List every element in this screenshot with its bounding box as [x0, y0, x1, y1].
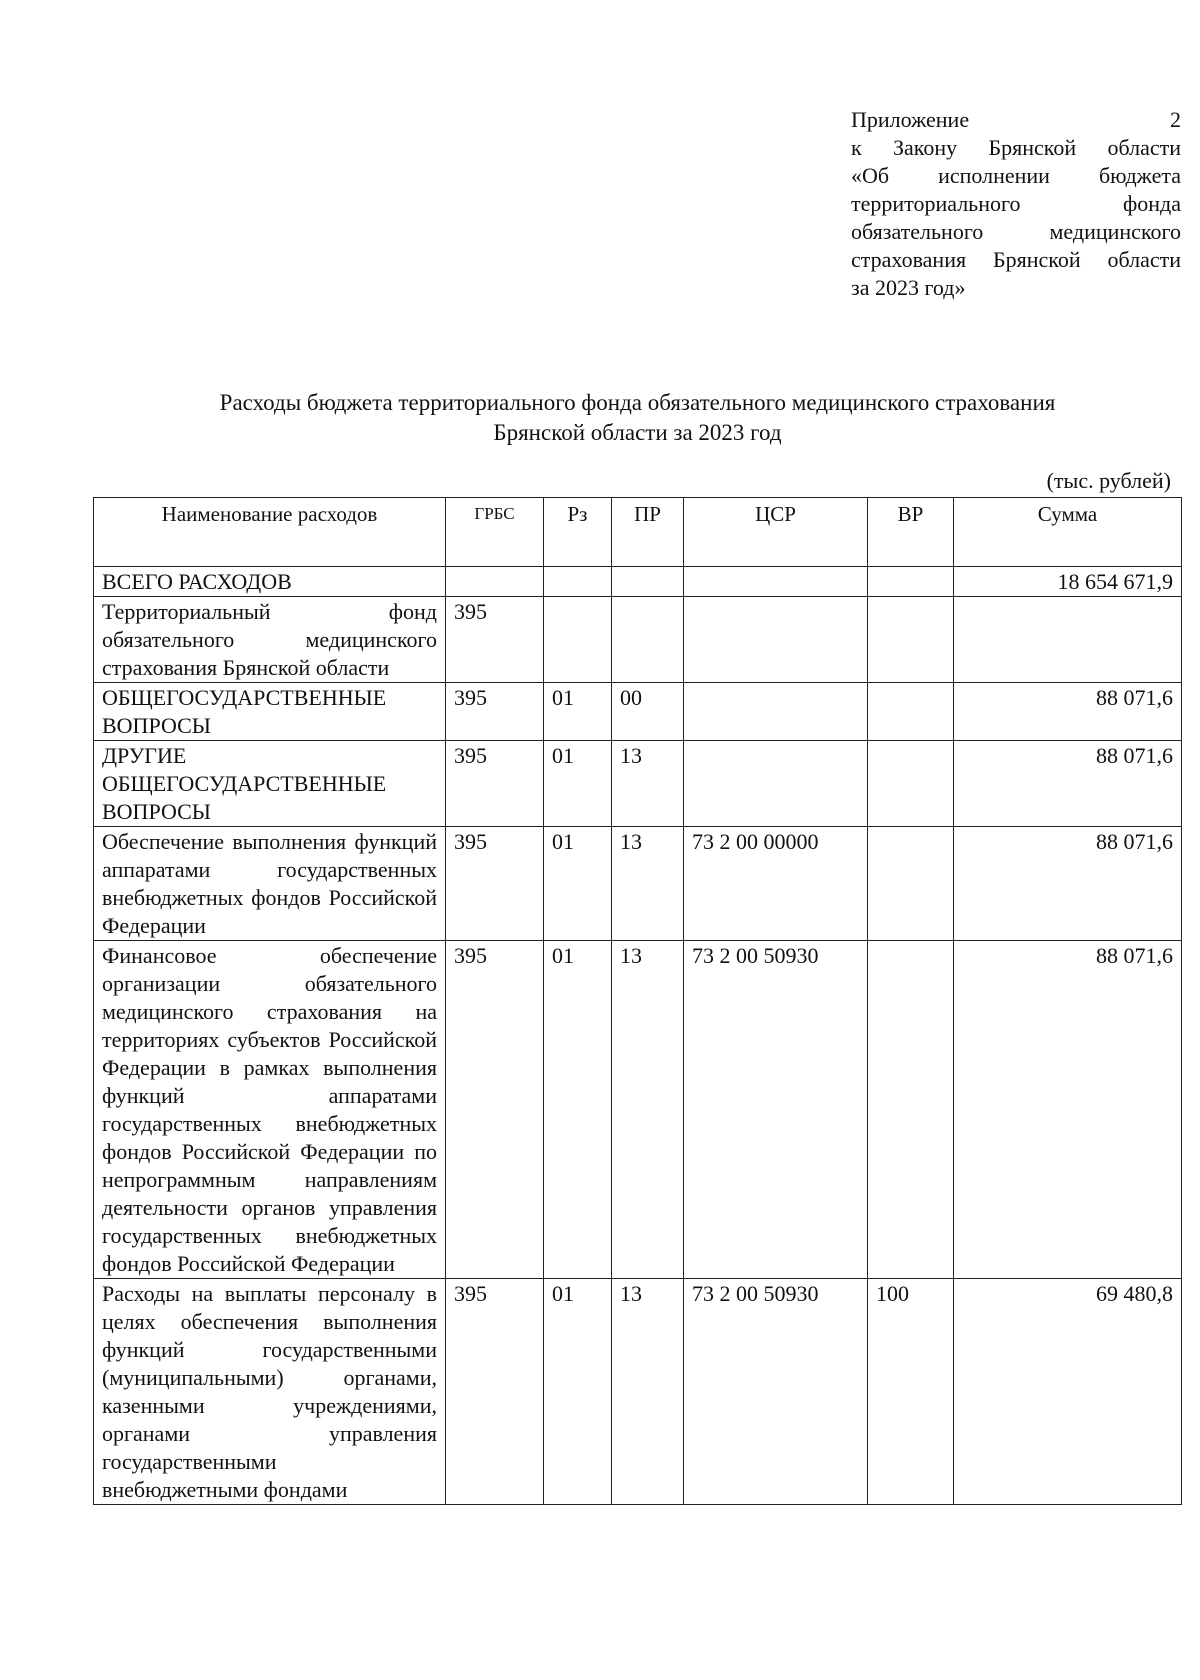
cell-csr: [684, 683, 868, 741]
appendix-line: «Об исполнении бюджета: [851, 163, 1181, 188]
cell-grbs: 395: [446, 941, 544, 1279]
cell-sum: 88 071,6: [954, 741, 1182, 827]
cell-rz: [544, 597, 612, 683]
cell-grbs: 395: [446, 827, 544, 941]
cell-name: ВСЕГО РАСХОДОВ: [94, 567, 446, 597]
cell-grbs: 395: [446, 1279, 544, 1505]
title-line-1: Расходы бюджета территориального фонда обязательного медицинского страхования: [219, 390, 1056, 415]
table-row: [94, 1279, 1182, 1505]
cell-name: Финансовое обеспечение организации обязательного медицинского страхования на территориях субъектов Российской Федерации в рамках выполнения функций аппаратами государственных внебюджетных фондов Российской Федерации по непрограммным направлениям деятельности органов управления государственных внебюджетных фондов Российской Федерации: [94, 941, 446, 1279]
cell-sum: 88 071,6: [954, 827, 1182, 941]
appendix-line: к Закону Брянской области: [851, 135, 1181, 160]
cell-vr: [868, 827, 954, 941]
header-pr: ПР: [612, 498, 684, 567]
table-row: [94, 683, 1182, 741]
cell-csr: 73 2 00 00000: [684, 827, 868, 941]
cell-pr: 13: [612, 827, 684, 941]
cell-pr: 13: [612, 941, 684, 1279]
cell-sum: [954, 597, 1182, 683]
cell-sum: 69 480,8: [954, 1279, 1182, 1505]
cell-name: Расходы на выплаты персоналу в целях обеспечения выполнения функций государственными (муниципальными) органами, казенными учреждениями, органами управления государственными внебюджетными фондами: [94, 1279, 446, 1505]
cell-name: Обеспечение выполнения функций аппаратами государственных внебюджетных фондов Российской Федерации: [94, 827, 446, 941]
table-header-row: [94, 498, 1182, 567]
document-title: [95, 388, 1180, 448]
cell-vr: [868, 597, 954, 683]
cell-rz: 01: [544, 683, 612, 741]
header-sum: Сумма: [954, 498, 1182, 567]
header-name: Наименование расходов: [94, 498, 446, 567]
title-line-2: Брянской области за 2023 год: [493, 420, 782, 445]
cell-pr: [612, 597, 684, 683]
cell-csr: 73 2 00 50930: [684, 1279, 868, 1505]
cell-name: ДРУГИЕ ОБЩЕГОСУДАРСТВЕННЫЕ ВОПРОСЫ: [94, 741, 446, 827]
cell-vr: [868, 567, 954, 597]
cell-csr: [684, 741, 868, 827]
cell-vr: [868, 683, 954, 741]
cell-pr: 00: [612, 683, 684, 741]
table-row: [94, 567, 1182, 597]
appendix-line: обязательного медицинского: [851, 219, 1181, 244]
cell-rz: [544, 567, 612, 597]
cell-grbs: 395: [446, 683, 544, 741]
cell-grbs: 395: [446, 741, 544, 827]
header-rz: Рз: [544, 498, 612, 567]
cell-vr: [868, 741, 954, 827]
table-row: [94, 741, 1182, 827]
table-row: [94, 941, 1182, 1279]
header-vr: ВР: [868, 498, 954, 567]
cell-sum: 18 654 671,9: [954, 567, 1182, 597]
cell-rz: 01: [544, 1279, 612, 1505]
cell-grbs: 395: [446, 597, 544, 683]
appendix-line: Приложение 2: [851, 107, 1181, 132]
cell-rz: 01: [544, 941, 612, 1279]
cell-csr: [684, 567, 868, 597]
cell-pr: 13: [612, 741, 684, 827]
appendix-reference: [851, 106, 1181, 302]
expenses-table: [93, 497, 1182, 1505]
table-row: [94, 827, 1182, 941]
appendix-line: за 2023 год»: [851, 275, 966, 300]
header-grbs: ГРБС: [446, 498, 544, 567]
cell-pr: 13: [612, 1279, 684, 1505]
cell-name: Территориальный фонд обязательного медицинского страхования Брянской области: [94, 597, 446, 683]
appendix-line: территориального фонда: [851, 191, 1181, 216]
cell-rz: 01: [544, 827, 612, 941]
cell-rz: 01: [544, 741, 612, 827]
cell-csr: [684, 597, 868, 683]
table-row: [94, 597, 1182, 683]
cell-grbs: [446, 567, 544, 597]
appendix-line: страхования Брянской области: [851, 247, 1181, 272]
cell-sum: 88 071,6: [954, 683, 1182, 741]
cell-vr: [868, 941, 954, 1279]
cell-csr: 73 2 00 50930: [684, 941, 868, 1279]
cell-pr: [612, 567, 684, 597]
cell-name: ОБЩЕГОСУДАРСТВЕННЫЕ ВОПРОСЫ: [94, 683, 446, 741]
unit-note: (тыс. рублей): [1046, 468, 1171, 493]
cell-vr: 100: [868, 1279, 954, 1505]
cell-sum: 88 071,6: [954, 941, 1182, 1279]
header-csr: ЦСР: [684, 498, 868, 567]
